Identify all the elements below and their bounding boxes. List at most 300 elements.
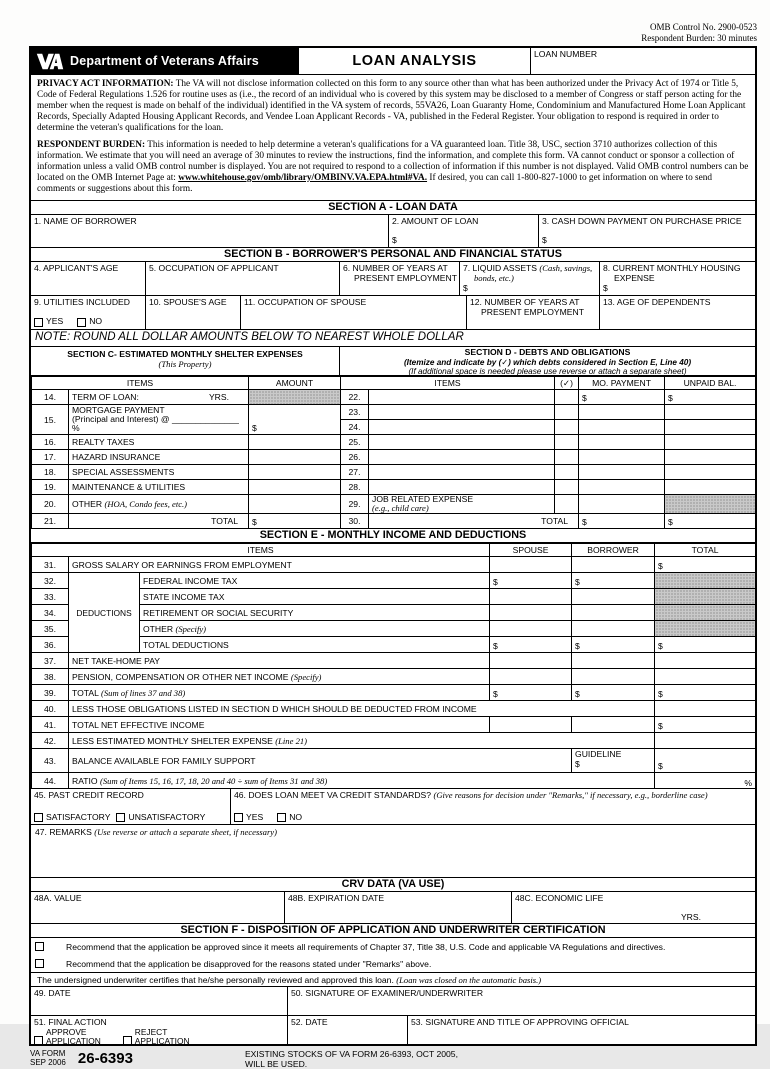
existing-stocks-note bbox=[245, 1049, 458, 1069]
debt-check-cell[interactable] bbox=[555, 405, 579, 420]
final-action-field bbox=[31, 1016, 288, 1047]
field-48a-label: 48A. VALUE bbox=[34, 893, 82, 904]
liquid-assets-field[interactable] bbox=[460, 262, 600, 295]
item-number: 40. bbox=[32, 701, 69, 717]
total-cell[interactable] bbox=[655, 557, 756, 573]
amount-cell[interactable] bbox=[249, 480, 341, 495]
item-label: OTHER (Specify) bbox=[140, 621, 490, 637]
term-of-loan-cell[interactable] bbox=[69, 390, 249, 405]
date-field-52[interactable] bbox=[288, 1016, 408, 1044]
current-housing-expense-field[interactable] bbox=[600, 262, 755, 295]
table-row bbox=[32, 450, 756, 465]
item-label: PENSION, COMPENSATION OR OTHER NET INCOME (Specify) bbox=[69, 669, 490, 685]
utilities-yes-checkbox[interactable] bbox=[34, 318, 43, 327]
section-f-header: SECTION F - DISPOSITION OF APPLICATION AND UNDERWRITER CERTIFICATION bbox=[31, 924, 755, 938]
meets-standards-yes-checkbox[interactable] bbox=[234, 813, 243, 822]
approve-application-checkbox[interactable] bbox=[34, 1036, 43, 1045]
item-label: TOTAL (Sum of lines 37 and 38) bbox=[69, 685, 490, 701]
total-amount-cell[interactable] bbox=[249, 514, 341, 529]
section-b-row-2 bbox=[31, 296, 755, 330]
spouse-cell[interactable] bbox=[490, 573, 572, 589]
item-number: 17. bbox=[32, 450, 69, 465]
item-number: 42. bbox=[32, 733, 69, 749]
debt-item-cell[interactable] bbox=[369, 390, 555, 405]
field-47-note: (Use reverse or attach a separate sheet, if necessary) bbox=[94, 827, 277, 838]
spouse-cell[interactable] bbox=[490, 637, 572, 653]
reject-application-checkbox[interactable] bbox=[123, 1036, 132, 1045]
item-note: (e.g., child care) bbox=[372, 503, 429, 514]
field-47-label: 47. REMARKS bbox=[35, 827, 92, 838]
crv-economic-life-field[interactable] bbox=[512, 892, 755, 923]
blocked-total-cell bbox=[655, 605, 756, 621]
deductions-group-label: DEDUCTIONS bbox=[69, 573, 140, 653]
borrower-cell[interactable] bbox=[572, 557, 655, 573]
field-5-label: 5. OCCUPATION OF APPLICANT bbox=[149, 263, 279, 273]
dollar-sign: $ bbox=[493, 689, 498, 700]
reject-application-option bbox=[123, 1028, 190, 1046]
debt-check-cell[interactable] bbox=[555, 450, 579, 465]
unpaid-bal-cell[interactable] bbox=[665, 435, 756, 450]
field-46-label: 46. DOES LOAN MEET VA CREDIT STANDARDS? (Give reasons for decision under "Remarks," if necessary, e.g., borderline case) bbox=[234, 790, 708, 801]
applicants-age-field[interactable] bbox=[31, 262, 146, 295]
amount-cell[interactable] bbox=[249, 495, 341, 514]
spouse-cell[interactable] bbox=[490, 557, 572, 573]
loan-number-label: LOAN NUMBER bbox=[534, 49, 598, 59]
spouse-cell[interactable] bbox=[490, 621, 572, 637]
d-items-header: ITEMS bbox=[341, 377, 555, 390]
total-cell[interactable] bbox=[655, 701, 756, 717]
recommend-disapprove-line bbox=[31, 955, 755, 972]
item-note: (Specify) bbox=[290, 671, 322, 682]
d-mo-payment-header: MO. PAYMENT bbox=[579, 377, 665, 390]
crv-data-header: CRV DATA (VA USE) bbox=[31, 878, 755, 892]
section-c-title-block bbox=[31, 347, 340, 375]
c-amount-header: AMOUNT bbox=[249, 377, 341, 390]
spouse-cell[interactable] bbox=[490, 653, 572, 669]
item-number: 25. bbox=[341, 435, 369, 450]
item-note: (Sum of Items 15, 16, 17, 18, 20 and 40 ÷ sum of Items 31 and 38) bbox=[100, 775, 328, 786]
debt-check-cell[interactable] bbox=[555, 465, 579, 480]
mo-payment-cell[interactable] bbox=[579, 390, 665, 405]
section-b-header: SECTION B - BORROWER'S PERSONAL AND FINANCIAL STATUS bbox=[31, 248, 755, 262]
omb-control-number: OMB Control No. 2900-0523 bbox=[649, 22, 757, 32]
past-credit-record-field bbox=[31, 789, 231, 824]
occupation-of-spouse-field[interactable] bbox=[241, 296, 467, 329]
certification-text: The undersigned underwriter certifies that he/she personally reviewed and approved this loan. bbox=[37, 975, 394, 986]
dollar-sign: $ bbox=[575, 641, 580, 652]
utilities-included-field bbox=[31, 296, 146, 329]
spouse-cell[interactable] bbox=[490, 717, 572, 733]
va-logo-icon bbox=[36, 52, 64, 71]
field-46-note: (Give reasons for decision under "Remarks," if necessary, e.g., borderline case) bbox=[433, 790, 708, 801]
item-number: 43. bbox=[32, 749, 69, 773]
table-row bbox=[32, 685, 756, 701]
item-label: BALANCE AVAILABLE FOR FAMILY SUPPORT bbox=[69, 749, 572, 773]
table-row bbox=[32, 405, 756, 420]
debt-check-cell[interactable] bbox=[555, 420, 579, 435]
form-edition-date: SEP 2006 bbox=[30, 1058, 66, 1068]
dollar-sign: $ bbox=[658, 561, 663, 572]
shelter-expenses-and-debts-table bbox=[31, 376, 756, 529]
item-number: 19. bbox=[32, 480, 69, 495]
reject-application-label: REJECT APPLICATION bbox=[134, 1027, 190, 1047]
satisfactory-checkbox[interactable] bbox=[34, 813, 43, 822]
item-label: REALTY TAXES bbox=[69, 435, 249, 450]
field-45-label: 45. PAST CREDIT RECORD bbox=[34, 790, 144, 801]
field-4-label: 4. APPLICANT'S AGE bbox=[34, 263, 119, 273]
unsatisfactory-label: UNSATISFACTORY bbox=[128, 811, 206, 822]
crv-expiration-date-field[interactable] bbox=[285, 892, 512, 923]
ratio-percent-cell[interactable] bbox=[655, 773, 756, 789]
borrower-cell[interactable] bbox=[572, 669, 655, 685]
item-label: MAINTENANCE & UTILITIES bbox=[69, 480, 249, 495]
certification-note: (Loan was closed on the automatic basis.) bbox=[396, 975, 542, 986]
field-48c-label: 48C. ECONOMIC LIFE bbox=[515, 893, 604, 904]
approving-official-signature-field[interactable] bbox=[408, 1016, 755, 1044]
agency-name: Department of Veterans Affairs bbox=[70, 54, 259, 68]
debt-item-cell[interactable] bbox=[369, 450, 555, 465]
mo-payment-cell[interactable] bbox=[579, 480, 665, 495]
privacy-act-paragraph bbox=[37, 79, 749, 134]
field-11-label: 11. OCCUPATION OF SPOUSE bbox=[244, 297, 367, 307]
item-number: 33. bbox=[32, 589, 69, 605]
table-row bbox=[32, 480, 756, 495]
loan-number-field[interactable] bbox=[531, 48, 755, 74]
form-footer bbox=[29, 1046, 757, 1069]
privacy-act-block bbox=[31, 75, 755, 201]
va-credit-standards-field bbox=[231, 789, 755, 824]
debt-check-cell[interactable] bbox=[555, 495, 579, 514]
item-label: FEDERAL INCOME TAX bbox=[140, 573, 490, 589]
field-3-label: 3. CASH DOWN PAYMENT ON PURCHASE PRICE bbox=[542, 216, 742, 226]
item-number: 44. bbox=[32, 773, 69, 789]
item-number: 18. bbox=[32, 465, 69, 480]
dollar-sign: $ bbox=[252, 423, 257, 433]
dollar-sign: $ bbox=[252, 517, 257, 528]
blocked-total-cell bbox=[655, 589, 756, 605]
item-number: 36. bbox=[32, 637, 69, 653]
borrower-header: BORROWER bbox=[572, 544, 655, 557]
guideline-cell[interactable] bbox=[572, 749, 655, 773]
borrower-cell[interactable] bbox=[572, 573, 655, 589]
utilities-options bbox=[34, 317, 143, 328]
field-7-note: (Cash, savings, bonds, etc.) bbox=[474, 263, 593, 283]
credit-record-row bbox=[31, 789, 755, 825]
amount-cell[interactable] bbox=[249, 405, 341, 435]
item-label: MORTGAGE PAYMENT bbox=[72, 404, 165, 415]
dollar-sign: $ bbox=[392, 235, 397, 246]
dollar-sign: $ bbox=[493, 577, 498, 588]
field-8-label: 8. CURRENT MONTHLY HOUSING EXPENSE bbox=[603, 263, 741, 283]
item-number: 28. bbox=[341, 480, 369, 495]
table-row bbox=[32, 733, 756, 749]
total-cell[interactable] bbox=[655, 669, 756, 685]
dollar-sign: $ bbox=[493, 641, 498, 652]
existing-stocks-line1: EXISTING STOCKS OF VA FORM 26-6393, OCT 2005, bbox=[244, 1049, 458, 1060]
blocked-total-cell bbox=[655, 621, 756, 637]
table-row bbox=[32, 749, 756, 773]
borrower-cell[interactable] bbox=[572, 637, 655, 653]
unpaid-bal-cell[interactable] bbox=[665, 405, 756, 420]
dollar-sign: $ bbox=[658, 689, 663, 700]
section-c-title: SECTION C- ESTIMATED MONTHLY SHELTER EXPENSES bbox=[67, 349, 303, 359]
no-label: NO bbox=[89, 316, 103, 327]
dollar-sign: $ bbox=[582, 517, 587, 528]
item-label: GROSS SALARY OR EARNINGS FROM EMPLOYMENT bbox=[69, 557, 490, 573]
final-action-options bbox=[34, 1028, 285, 1047]
table-row bbox=[32, 669, 756, 685]
item-label: HAZARD INSURANCE bbox=[69, 450, 249, 465]
recommend-approve-text: Recommend that the application be approved since it meets all requirements of Chapter 37, Title 38, U.S. Code and applicable VA Regulations and directives. bbox=[66, 941, 666, 952]
item-number: 15. bbox=[32, 405, 69, 435]
debt-item-cell[interactable] bbox=[369, 405, 555, 420]
total-header: TOTAL bbox=[655, 544, 756, 557]
item-number: 34. bbox=[32, 605, 69, 621]
date-field-49[interactable] bbox=[31, 987, 288, 1015]
satisfactory-label: SATISFACTORY bbox=[46, 811, 111, 822]
blocked-total-cell bbox=[655, 573, 756, 589]
section-b-row-1 bbox=[31, 262, 755, 296]
item-number: 41. bbox=[32, 717, 69, 733]
table-row bbox=[32, 605, 756, 621]
field-2-label: 2. AMOUNT OF LOAN bbox=[392, 216, 479, 226]
crv-value-field[interactable] bbox=[31, 892, 285, 923]
remarks-field[interactable] bbox=[31, 825, 755, 878]
approve-application-label: APPROVE APPLICATION bbox=[46, 1027, 101, 1047]
respondent-burden-text2: If desired, you can call 1-800-827-1000 to get information on where to send comments or suggestions about this form. bbox=[37, 173, 713, 194]
dollar-sign: $ bbox=[668, 517, 673, 528]
table-row bbox=[32, 514, 756, 529]
item-note: (Sum of lines 37 and 38) bbox=[100, 687, 186, 698]
item-label: TERM OF LOAN: bbox=[72, 392, 139, 402]
blocked-amount-cell bbox=[249, 390, 341, 405]
agency-bar bbox=[31, 48, 299, 74]
dollar-sign: $ bbox=[668, 393, 673, 403]
c-items-header: ITEMS bbox=[32, 377, 249, 390]
item-number: 30. bbox=[341, 514, 369, 529]
recommend-approve-checkbox[interactable] bbox=[35, 942, 44, 951]
field-48b-label: 48B. EXPIRATION DATE bbox=[288, 893, 385, 904]
item-number: 29. bbox=[341, 495, 369, 514]
table-row bbox=[32, 435, 756, 450]
field-13-label: 13. AGE OF DEPENDENTS bbox=[603, 297, 711, 307]
borrower-cell[interactable] bbox=[572, 685, 655, 701]
dollar-sign: $ bbox=[575, 577, 580, 588]
credit-standards-options bbox=[234, 813, 753, 824]
respondent-burden-line: Respondent Burden: 30 minutes bbox=[641, 32, 757, 43]
unpaid-bal-cell[interactable] bbox=[665, 450, 756, 465]
occupation-of-applicant-field[interactable] bbox=[146, 262, 340, 295]
income-and-deductions-table bbox=[31, 543, 756, 789]
debt-item-cell[interactable] bbox=[369, 420, 555, 435]
item-note: (Line 21) bbox=[275, 735, 308, 746]
table-row bbox=[32, 637, 756, 653]
mortgage-payment-cell[interactable] bbox=[69, 405, 249, 435]
item-label: JOB RELATED EXPENSE bbox=[372, 494, 474, 504]
mo-payment-cell[interactable] bbox=[579, 405, 665, 420]
recommend-disapprove-checkbox[interactable] bbox=[35, 959, 44, 968]
item-label: LESS ESTIMATED MONTHLY SHELTER EXPENSE (Line 21) bbox=[69, 733, 655, 749]
debt-check-cell[interactable] bbox=[555, 435, 579, 450]
item-number: 27. bbox=[341, 465, 369, 480]
field-50-label: 50. SIGNATURE OF EXAMINER/UNDERWRITER bbox=[291, 988, 484, 999]
amount-cell[interactable] bbox=[249, 450, 341, 465]
d-unpaid-bal-header: UNPAID BAL. bbox=[665, 377, 756, 390]
field-53-label: 53. SIGNATURE AND TITLE OF APPROVING OFFICIAL bbox=[411, 1017, 629, 1028]
round-dollars-note: NOTE: ROUND ALL DOLLAR AMOUNTS BELOW TO NEAREST WHOLE DOLLAR bbox=[31, 330, 755, 347]
section-e-header: SECTION E - MONTHLY INCOME AND DEDUCTIONS bbox=[31, 529, 755, 543]
guideline-label: GUIDELINE bbox=[575, 749, 622, 760]
total-unpaid-bal-cell[interactable] bbox=[665, 514, 756, 529]
field-52-label: 52. DATE bbox=[291, 1017, 328, 1028]
past-credit-options bbox=[34, 813, 228, 824]
unpaid-bal-cell[interactable] bbox=[665, 480, 756, 495]
item-number: 16. bbox=[32, 435, 69, 450]
respondent-burden-text: This information is needed to help determine a veteran's qualifications for a VA guaranteed loan. Title 38, USC, section 3710 authorizes collection of this information. We estimate that you will need an average of 30 minutes to review the instructions, find the information, and complete this form. VA cannot conduct or sponsor a collection of information unless a valid OMB control number is displayed. You are not required to respond to a collection of information if this number is not displayed. Valid OMB control numbers can be located on the OMB Internet Page at: bbox=[37, 140, 749, 183]
total-mo-payment-cell[interactable] bbox=[579, 514, 665, 529]
mo-payment-cell[interactable] bbox=[579, 450, 665, 465]
debt-item-cell[interactable] bbox=[369, 480, 555, 495]
total-cell[interactable] bbox=[655, 733, 756, 749]
spouse-cell[interactable] bbox=[490, 669, 572, 685]
omb-link[interactable]: www.whitehouse.gov/omb/library/OMBINV.VA.EPA.html#VA. bbox=[178, 173, 428, 183]
item-label: RATIO (Sum of Items 15, 16, 17, 18, 20 and 40 ÷ sum of Items 31 and 38) bbox=[69, 773, 655, 789]
table-row bbox=[32, 390, 756, 405]
e-header-row bbox=[32, 544, 756, 557]
section-d-subtitle-1: (Itemize and indicate by (✓) which debts considered in Section E, Line 40) bbox=[403, 357, 692, 367]
yes-label: YES bbox=[246, 811, 264, 822]
amount-cell[interactable] bbox=[249, 465, 341, 480]
borrower-cell[interactable] bbox=[572, 653, 655, 669]
item-label: RETIREMENT OR SOCIAL SECURITY bbox=[140, 605, 490, 621]
spouse-header: SPOUSE bbox=[490, 544, 572, 557]
section-a-header: SECTION A - LOAN DATA bbox=[31, 201, 755, 215]
respondent-burden-label: RESPONDENT BURDEN: bbox=[37, 140, 146, 150]
field-1-label: 1. NAME OF BORROWER bbox=[34, 216, 137, 226]
item-number: 32. bbox=[32, 573, 69, 589]
unpaid-bal-cell[interactable] bbox=[665, 390, 756, 405]
field-7-label: 7. LIQUID ASSETS (Cash, savings, bonds, etc.) bbox=[463, 263, 593, 283]
table-row bbox=[32, 717, 756, 733]
borrower-cell[interactable] bbox=[572, 589, 655, 605]
cd-header-row bbox=[32, 377, 756, 390]
unpaid-bal-cell[interactable] bbox=[665, 465, 756, 480]
item-sublabel: (Principal and Interest) @ ______________ % bbox=[72, 413, 239, 434]
total-cell[interactable] bbox=[655, 749, 756, 773]
approve-application-option bbox=[34, 1028, 101, 1046]
item-number: 22. bbox=[341, 390, 369, 405]
borrower-cell[interactable] bbox=[572, 621, 655, 637]
va-form-edition bbox=[30, 1049, 66, 1067]
mo-payment-cell[interactable] bbox=[579, 495, 665, 514]
field-6-label: 6. NUMBER OF YEARS AT PRESENT EMPLOYMENT bbox=[343, 263, 457, 283]
item-label: LESS THOSE OBLIGATIONS LISTED IN SECTION D WHICH SHOULD BE DEDUCTED FROM INCOME bbox=[69, 701, 655, 717]
utilities-no-checkbox[interactable] bbox=[77, 318, 86, 327]
item-number: 24. bbox=[341, 420, 369, 435]
dollar-sign: $ bbox=[542, 235, 547, 246]
blocked-unpaid-bal-cell bbox=[665, 495, 756, 514]
spouses-age-field[interactable] bbox=[146, 296, 241, 329]
field-49-label: 49. DATE bbox=[34, 988, 71, 999]
unsatisfactory-checkbox[interactable] bbox=[116, 813, 125, 822]
section-c-d-titles bbox=[31, 347, 755, 376]
total-cell[interactable] bbox=[655, 637, 756, 653]
dollar-sign: $ bbox=[603, 283, 608, 294]
form-title: LOAN ANALYSIS bbox=[299, 48, 531, 74]
borrower-cell[interactable] bbox=[572, 717, 655, 733]
form-header bbox=[31, 48, 755, 75]
item-label: TOTAL DEDUCTIONS bbox=[140, 637, 490, 653]
years-at-employment-field[interactable] bbox=[340, 262, 460, 295]
mo-payment-cell[interactable] bbox=[579, 465, 665, 480]
age-of-dependents-field[interactable] bbox=[600, 296, 755, 329]
mo-payment-cell[interactable] bbox=[579, 420, 665, 435]
yrs-label: YRS. bbox=[680, 911, 701, 922]
item-number: 35. bbox=[32, 621, 69, 637]
cash-down-payment-field[interactable] bbox=[539, 215, 755, 247]
debt-check-cell[interactable] bbox=[555, 390, 579, 405]
unpaid-bal-cell[interactable] bbox=[665, 420, 756, 435]
dollar-sign: $ bbox=[582, 393, 587, 403]
item-number: 37. bbox=[32, 653, 69, 669]
section-d-title: SECTION D - DEBTS AND OBLIGATIONS bbox=[464, 347, 631, 357]
privacy-act-text: The VA will not disclose information collected on this form to any source other than what has been authorized under the Privacy Act of 1974 or Title 5, Code of Federal Regulations 1.526 for routine uses as (i.e., the record of an individual who is covered by this system may be disclosed to a member of Congress or staff person acting for the member when the request is made on behalf of the individual) identified in the VA system of records, 55VA26, Loan Guaranty Home, Condominium and Manufactured Home Loan Applicant Records, Specially Adapted Housing Applicant Records, and Vendee Loan Applicant Records - VA, published in the Federal Register. Your obligation to respond is required in order to determine the veteran's qualifications for the loan. bbox=[37, 79, 746, 133]
amount-cell[interactable] bbox=[249, 435, 341, 450]
form-number: 26-6393 bbox=[77, 1050, 133, 1068]
total-cell[interactable] bbox=[655, 685, 756, 701]
total-cell[interactable] bbox=[655, 653, 756, 669]
mo-payment-cell[interactable] bbox=[579, 435, 665, 450]
item-number: 23. bbox=[341, 405, 369, 420]
dollar-sign: $ bbox=[575, 689, 580, 700]
item-label: NET TAKE-HOME PAY bbox=[69, 653, 490, 669]
item-label: TOTAL NET EFFECTIVE INCOME bbox=[69, 717, 490, 733]
spouse-cell[interactable] bbox=[490, 685, 572, 701]
item-number: 38. bbox=[32, 669, 69, 685]
underwriter-certification-line bbox=[31, 972, 755, 987]
total-label: TOTAL bbox=[369, 514, 579, 529]
item-number: 31. bbox=[32, 557, 69, 573]
existing-stocks-line2: WILL BE USED. bbox=[244, 1059, 308, 1069]
examiner-signature-field[interactable] bbox=[288, 987, 755, 1015]
borrower-cell[interactable] bbox=[572, 605, 655, 621]
name-of-borrower-field[interactable] bbox=[31, 215, 389, 247]
debt-check-cell[interactable] bbox=[555, 480, 579, 495]
amount-of-loan-field[interactable] bbox=[389, 215, 539, 247]
recommend-approve-line bbox=[31, 938, 755, 955]
table-row bbox=[32, 653, 756, 669]
section-a-row bbox=[31, 215, 755, 248]
spouse-cell[interactable] bbox=[490, 605, 572, 621]
table-row bbox=[32, 589, 756, 605]
spouse-years-at-employment-field[interactable] bbox=[467, 296, 600, 329]
field-9-label: 9. UTILITIES INCLUDED bbox=[34, 297, 130, 307]
yes-label: YES bbox=[46, 316, 64, 327]
meets-standards-no-checkbox[interactable] bbox=[277, 813, 286, 822]
item-label: STATE INCOME TAX bbox=[140, 589, 490, 605]
table-row bbox=[32, 495, 756, 514]
total-cell[interactable] bbox=[655, 717, 756, 733]
percent-sign: % bbox=[744, 778, 753, 789]
debt-item-cell[interactable] bbox=[369, 435, 555, 450]
debt-item-cell[interactable] bbox=[369, 465, 555, 480]
va-form-label: VA FORM bbox=[30, 1049, 66, 1059]
examiner-signature-row bbox=[31, 987, 755, 1016]
spouse-cell[interactable] bbox=[490, 589, 572, 605]
item-label: OTHER (HOA, Condo fees, etc.) bbox=[69, 495, 249, 514]
dollar-sign: $ bbox=[658, 641, 663, 652]
table-row bbox=[32, 573, 756, 589]
